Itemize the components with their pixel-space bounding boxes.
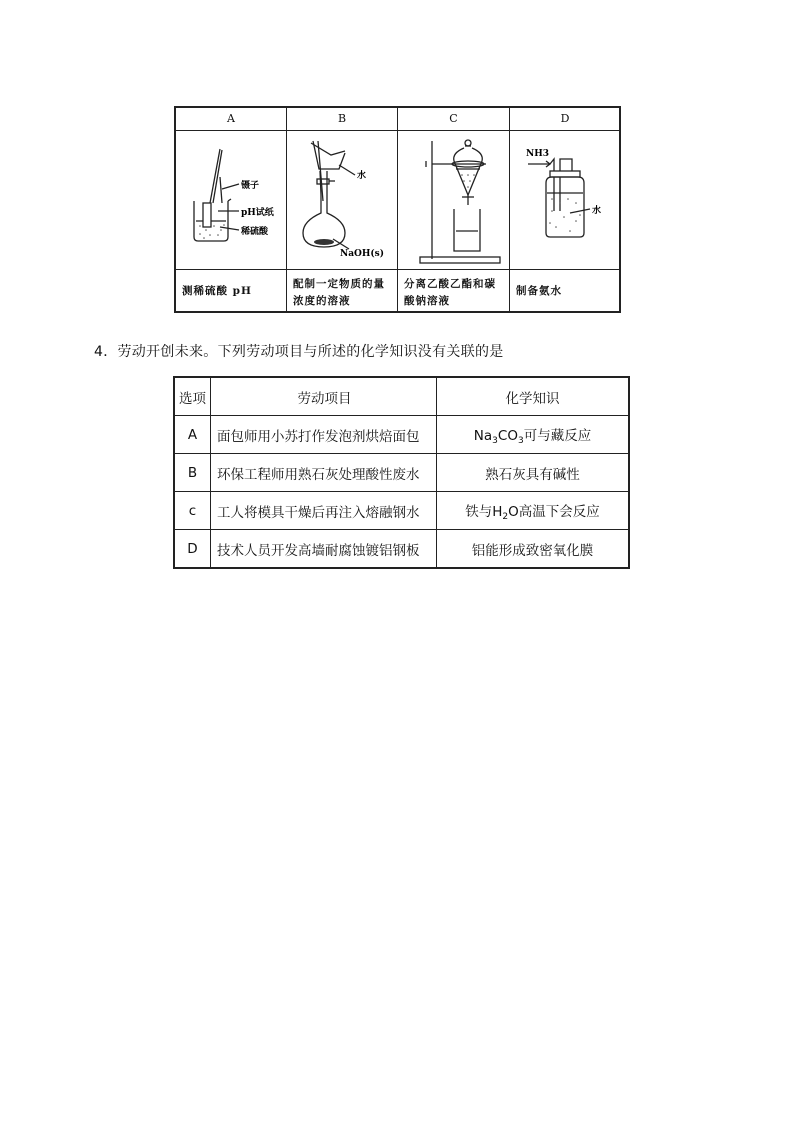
formula-part: 铁与H <box>465 503 503 520</box>
header-knowledge: 化学知识 <box>437 377 630 416</box>
project-cell: 工人将模具干燥后再注入熔融钢水 <box>211 492 437 530</box>
project-cell: 面包师用小苏打作发泡剂烘焙面包 <box>211 416 437 454</box>
question-4: 4．劳动开创未来。下列劳动项目与所述的化学知识没有关联的是 <box>94 344 504 360</box>
project-cell: 环保工程师用熟石灰处理酸性废水 <box>211 454 437 492</box>
apparatus-table <box>174 106 621 313</box>
knowledge-cell: 熟石灰具有碱性 <box>437 454 630 492</box>
column-c-header: C <box>449 112 458 125</box>
column-d-header: D <box>560 112 570 125</box>
knowledge-text: O高温下会反应 <box>508 503 600 520</box>
table-header-row <box>174 377 629 416</box>
naoh-label: NaOH(s) <box>340 249 384 259</box>
separatory-funnel-diagram <box>398 131 509 270</box>
caption-c-line1: 分离乙酸乙酯和碳 <box>404 278 496 290</box>
caption-c <box>398 270 509 316</box>
column-a-header: A <box>227 112 235 125</box>
caption-c-line2: 酸钠溶液 <box>404 295 450 307</box>
volumetric-flask-diagram <box>287 131 397 270</box>
nh3-label: NH3 <box>526 149 549 159</box>
table-row <box>174 454 629 492</box>
formula-part: CO <box>497 427 518 444</box>
ph-paper-label: pH试纸 <box>241 208 274 218</box>
formula-subscript: 3 <box>492 435 498 446</box>
tweezers-label: 镊子 <box>241 181 260 191</box>
option-cell: c <box>174 492 211 530</box>
water-label: 水 <box>357 171 367 181</box>
caption-a: 测稀硫酸 pH <box>182 285 252 297</box>
knowledge-text: 可与藏反应 <box>523 427 592 444</box>
table-row <box>174 492 629 530</box>
header-option: 选项 <box>174 377 211 416</box>
formula-subscript: 2 <box>502 511 509 522</box>
caption-b-line1: 配制一定物质的量 <box>293 278 385 290</box>
option-cell: D <box>174 530 211 569</box>
project-cell: 技术人员开发高墙耐腐蚀镀铝钢板 <box>211 530 437 569</box>
caption-b <box>287 270 397 316</box>
knowledge-cell: 铝能形成致密氧化膜 <box>437 530 630 569</box>
column-b-header: B <box>337 112 347 125</box>
dilute-sulfuric-label: 稀硫酸 <box>241 227 269 237</box>
labor-knowledge-table <box>173 376 630 569</box>
header-project: 劳动项目 <box>211 377 437 416</box>
option-cell: B <box>174 454 211 492</box>
ammonia-bottle-diagram <box>510 131 620 270</box>
table-row <box>174 416 629 454</box>
formula-part: Na <box>473 427 493 444</box>
caption-d: 制备氨水 <box>516 285 562 297</box>
table-row <box>174 530 629 569</box>
caption-b-line2: 浓度的溶液 <box>293 295 351 307</box>
formula-subscript: 3 <box>517 435 524 446</box>
option-cell: A <box>174 416 211 454</box>
water-label: 水 <box>592 206 602 216</box>
knowledge-cell <box>437 492 630 530</box>
knowledge-cell <box>437 416 630 454</box>
ph-test-diagram <box>176 131 286 270</box>
